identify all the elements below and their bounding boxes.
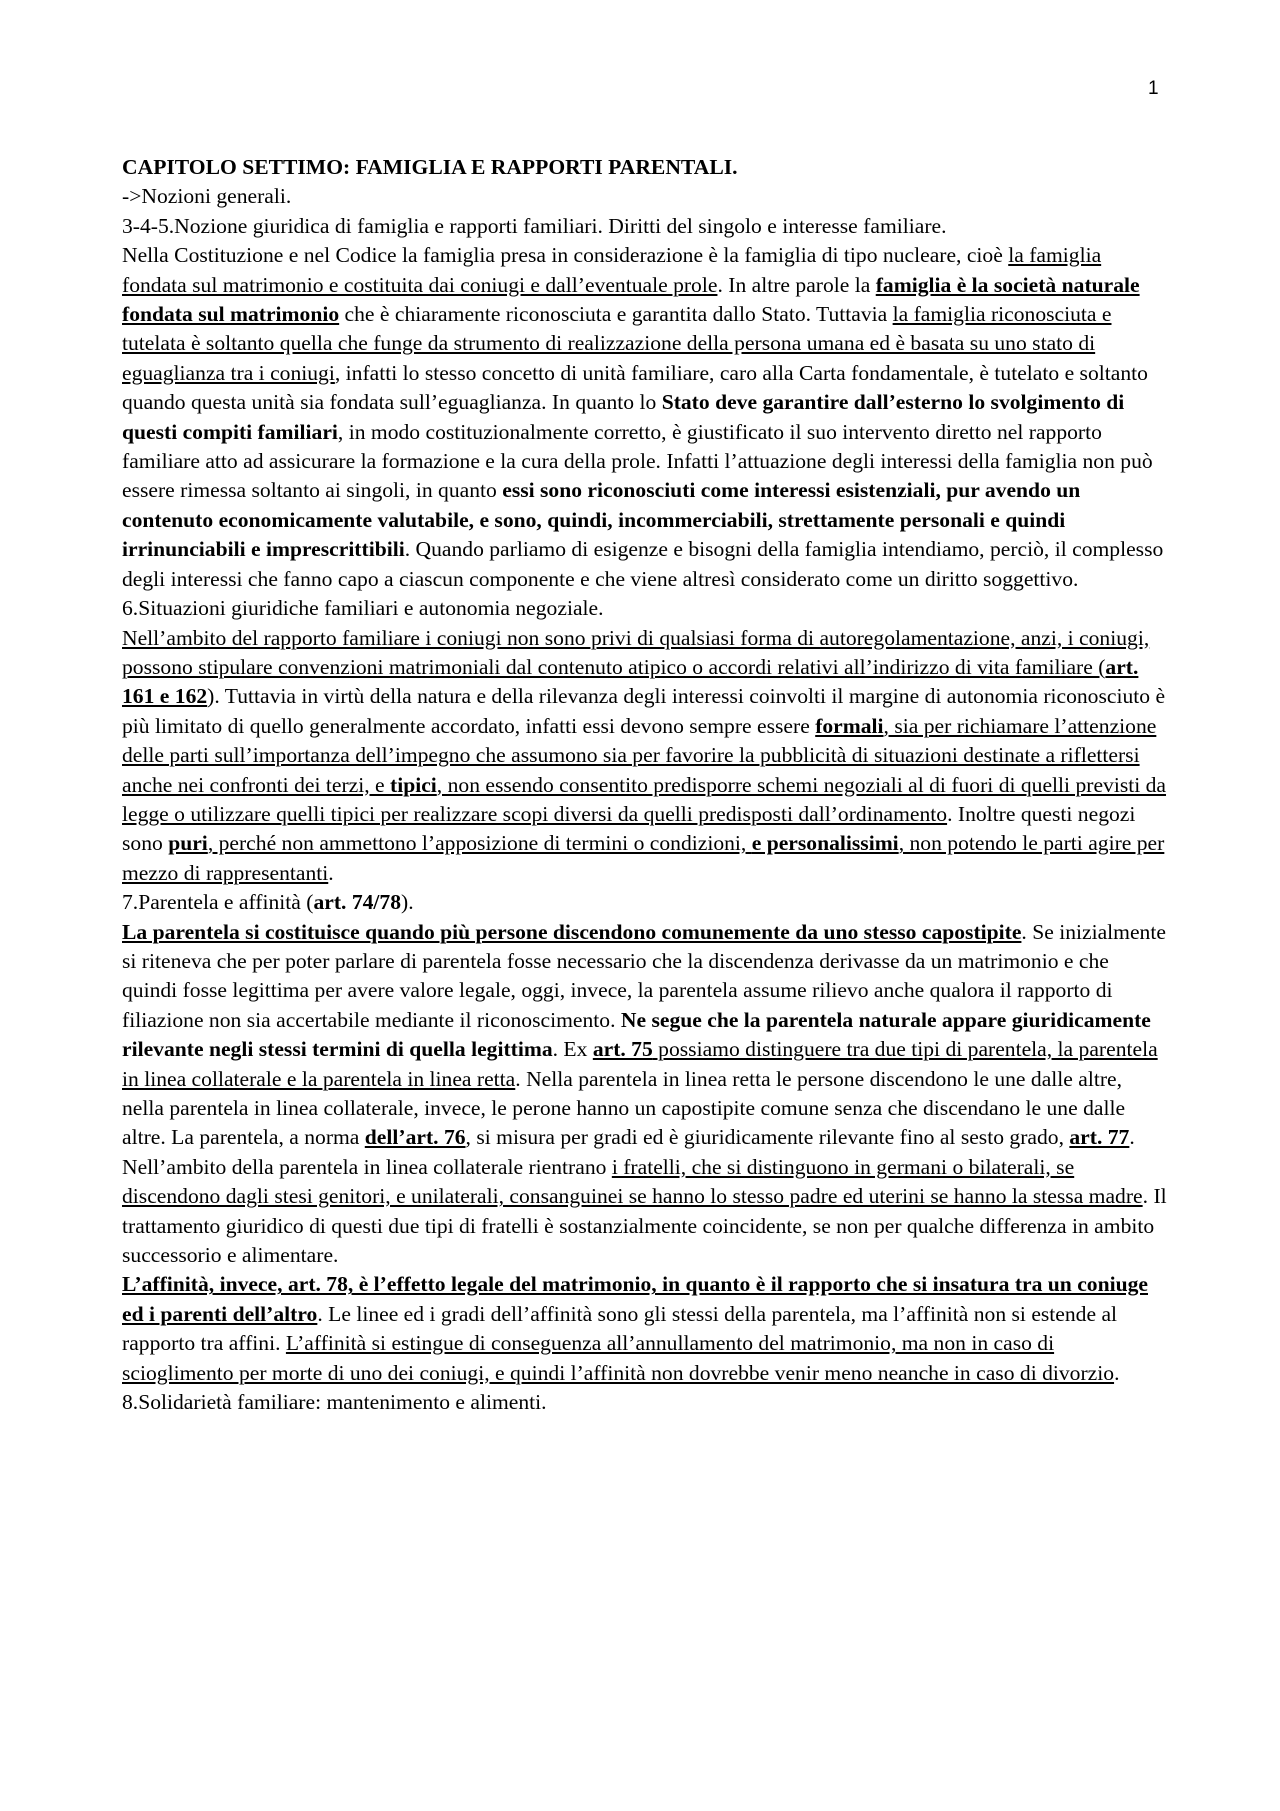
section-heading-7: 7.Parentela e affinità (art. 74/78). [122, 890, 414, 915]
section-nozioni: ->Nozioni generali. [122, 184, 292, 209]
document-body [122, 153, 1167, 1417]
paragraph-parentela: La parentela si costituisce quando più persone discendono comunemente da uno stesso capostipite. Se inizialmente si riteneva che per poter parlare di parentela fosse necessario che la discendenza derivasse da un matrimonio e che quindi fosse legittima per avere valore legale, oggi, invece, la parentela assume rilievo anche qualora il rapporto di filiazione non sia accertabile mediante il riconoscimento. Ne segue che la parentela naturale appare giuridicamente rilevante negli stessi termini di quella legittima. Ex art. 75 possiamo distinguere tra due tipi di parentela, la parentela in linea collaterale e la parentela in linea retta. Nella parentela in linea retta le persone discendono le une dalle altre, nella parentela in linea collaterale, invece, le perone hanno un capostipite comune senza che discendano le une dalle altre. La parentela, a norma dell’art. 76, si misura per gradi ed è giuridicamente rilevante fino al sesto grado, art. 77. Nell’ambito della parentela in linea collaterale rientrano i fratelli, che si distinguono in germani o bilaterali, se discendono dagli stesi genitori, e unilaterali, consanguinei se hanno lo stesso padre ed uterini se hanno la stessa madre. Il trattamento giuridico di questi due tipi di fratelli è sostanzialmente coincidente, se non per qualche differenza in ambito successorio e alimentare. [122, 919, 1167, 1268]
paragraph-autonomia: Nell’ambito del rapporto familiare i coniugi non sono privi di qualsiasi forma di autoregolamentazione, anzi, i coniugi, possono stipulare convenzioni matrimoniali dal contenuto atipico o accordi relativi all’indirizzo di vita familiare (art. 161 e 162). Tuttavia in virtù della natura e della rilevanza degli interessi coinvolti il margine di autonomia riconosciuto è più limitato di quello generalmente accordato, infatti essi devono sempre essere formali, sia per richiamare l’attenzione delle parti sull’importanza dell’impegno che assumono sia per favorire la pubblicità di situazioni destinate a riflettersi anche nei confronti dei terzi, e tipici, non essendo consentito predisporre schemi negoziali al di fuori di quelli previsti da legge o utilizzare quelli tipici per realizzare scopi diversi da quelli predisposti dall’ordinamento. Inoltre questi negozi sono puri, perché non ammettono l’apposizione di termini o condizioni, e personalissimi, non potendo le parti agire per mezzo di rappresentanti. [122, 625, 1167, 885]
section-heading-8: 8.Solidarietà familiare: mantenimento e alimenti. [122, 1390, 547, 1415]
page-number: 1 [1148, 78, 1159, 99]
paragraph-famiglia: Nella Costituzione e nel Codice la famiglia presa in considerazione è la famiglia di tipo nucleare, cioè la famiglia fondata sul matrimonio e costituita dai coniugi e dall’eventuale prole. In altre parole la famiglia è la società naturale fondata sul matrimonio che è chiaramente riconosciuta e garantita dallo Stato. Tuttavia la famiglia riconosciuta e tutelata è soltanto quella che funge da strumento di realizzazione della persona umana ed è basata su uno stato di eguaglianza tra i coniugi, infatti lo stesso concetto di unità familiare, caro alla Carta fondamentale, è tutelato e soltanto quando questa unità sia fondata sull’eguaglianza. In quanto lo Stato deve garantire dall’esterno lo svolgimento di questi compiti familiari, in modo costituzionalmente corretto, è giustificato il suo intervento diretto nel rapporto familiare atto ad assicurare la formazione e la cura della prole. Infatti l’attuazione degli interessi della famiglia non può essere rimessa soltanto ai singoli, in quanto essi sono riconosciuti come interessi esistenziali, pur avendo un contenuto economicamente valutabile, e sono, quindi, incommerciabili, strettamente personali e quindi irrinunciabili e imprescrittibili. Quando parliamo di esigenze e bisogni della famiglia intendiamo, perciò, il complesso degli interessi che fanno capo a ciascun componente e che viene altresì considerato come un diritto soggettivo. [122, 243, 1164, 591]
paragraph-affinita: L’affinità, invece, art. 78, è l’effetto legale del matrimonio, in quanto è il rapporto che si insatura tra un coniuge ed i parenti dell’altro. Le linee ed i gradi dell’affinità sono gli stessi della parentela, ma l’affinità non si estende al rapporto tra affini. L’affinità si estingue di conseguenza all’annullamento del matrimonio, ma non in caso di scioglimento per morte di uno dei coniugi, e quindi l’affinità non dovrebbe venir meno neanche in caso di divorzio. [122, 1272, 1148, 1385]
chapter-title: CAPITOLO SETTIMO: FAMIGLIA E RAPPORTI PARENTALI. [122, 155, 738, 179]
section-heading-3-4-5: 3-4-5.Nozione giuridica di famiglia e rapporti familiari. Diritti del singolo e interesse familiare. [122, 213, 947, 238]
section-heading-6: 6.Situazioni giuridiche familiari e autonomia negoziale. [122, 596, 604, 621]
